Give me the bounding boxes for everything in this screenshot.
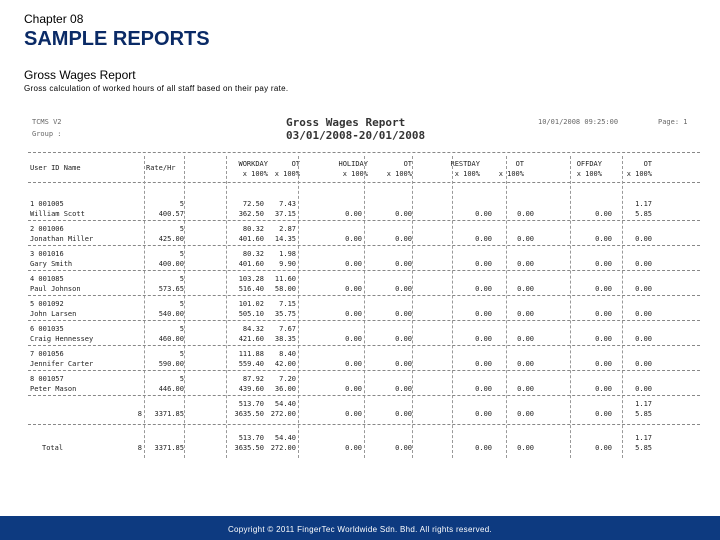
offday-amount: 0.00 bbox=[595, 335, 612, 343]
group-total-holiday-amount: 0.00 bbox=[345, 410, 362, 418]
employee-rate: 425.00 bbox=[158, 235, 184, 243]
restday-amount: 0.00 bbox=[475, 360, 492, 368]
column-header-percent: x 100% bbox=[454, 170, 480, 178]
grand-total-ot-hours: 54.40 bbox=[274, 434, 296, 442]
column-header-percent: x 100% bbox=[386, 170, 412, 178]
group-total-rate: 3371.85 bbox=[154, 410, 184, 418]
employee-id: 5 001092 bbox=[30, 300, 64, 308]
holiday-amount: 0.00 bbox=[345, 235, 362, 243]
workday-ot-amount: 38.35 bbox=[274, 335, 296, 343]
column-header-percent: x 100% bbox=[274, 170, 300, 178]
workday-ot-hours: 7.20 bbox=[279, 375, 296, 383]
restday-ot-amount: 0.00 bbox=[517, 235, 534, 243]
restday-ot-amount: 0.00 bbox=[517, 210, 534, 218]
offday-ot-amount: 0.00 bbox=[635, 260, 652, 268]
report-description: Gross calculation of worked hours of all staff based on their pay rate. bbox=[24, 84, 289, 93]
row-separator bbox=[28, 245, 700, 246]
column-divider bbox=[364, 156, 365, 458]
row-separator bbox=[28, 370, 700, 371]
grand-total-restday-amount: 0.00 bbox=[475, 444, 492, 452]
workday-ot-amount: 42.00 bbox=[274, 360, 296, 368]
offday-ot-amount: 0.00 bbox=[635, 285, 652, 293]
employee-name: Gary Smith bbox=[30, 260, 73, 268]
group-total-workday-amount: 3635.50 bbox=[234, 410, 264, 418]
page-title: SAMPLE REPORTS bbox=[24, 28, 210, 50]
group-total-rule bbox=[28, 424, 700, 425]
holiday-amount: 0.00 bbox=[345, 285, 362, 293]
rate-count: 5 bbox=[179, 375, 184, 383]
employee-id: 6 001035 bbox=[30, 325, 64, 333]
workday-amount: 362.50 bbox=[238, 210, 264, 218]
workday-amount: 421.60 bbox=[238, 335, 264, 343]
restday-ot-amount: 0.00 bbox=[517, 260, 534, 268]
workday-ot-hours: 7.15 bbox=[279, 300, 296, 308]
workday-ot-hours: 1.98 bbox=[279, 250, 296, 258]
column-divider bbox=[144, 156, 145, 458]
group-total-workday-hours: 513.70 bbox=[238, 400, 264, 408]
offday-amount: 0.00 bbox=[595, 235, 612, 243]
offday-ot-amount: 0.00 bbox=[635, 335, 652, 343]
column-header-user: User ID Name bbox=[30, 164, 81, 172]
holiday-amount: 0.00 bbox=[345, 260, 362, 268]
restday-amount: 0.00 bbox=[475, 335, 492, 343]
workday-ot-hours: 8.40 bbox=[279, 350, 296, 358]
holiday-ot-amount: 0.00 bbox=[395, 385, 412, 393]
workday-ot-hours: 7.67 bbox=[279, 325, 296, 333]
holiday-amount: 0.00 bbox=[345, 310, 362, 318]
workday-amount: 559.40 bbox=[238, 360, 264, 368]
holiday-ot-amount: 0.00 bbox=[395, 335, 412, 343]
workday-ot-amount: 58.00 bbox=[274, 285, 296, 293]
offday-amount: 0.00 bbox=[595, 260, 612, 268]
grand-total-rate: 3371.85 bbox=[154, 444, 184, 452]
row-separator bbox=[28, 395, 700, 396]
holiday-amount: 0.00 bbox=[345, 385, 362, 393]
employee-id: 1 001005 bbox=[30, 200, 64, 208]
report-date-range: 03/01/2008-20/01/2008 bbox=[286, 129, 426, 142]
rate-count: 5 bbox=[179, 275, 184, 283]
row-separator bbox=[28, 320, 700, 321]
group-total-restday-amount: 0.00 bbox=[475, 410, 492, 418]
grand-total-holiday-amount: 0.00 bbox=[345, 444, 362, 452]
restday-ot-amount: 0.00 bbox=[517, 360, 534, 368]
copyright-footer bbox=[0, 516, 720, 540]
grand-total-holiday-ot-amount: 0.00 bbox=[395, 444, 412, 452]
employee-id: 7 001056 bbox=[30, 350, 64, 358]
offday-ot-amount: 0.00 bbox=[635, 360, 652, 368]
holiday-ot-amount: 0.00 bbox=[395, 235, 412, 243]
workday-amount: 505.10 bbox=[238, 310, 264, 318]
grand-total-offday-ot-hours: 1.17 bbox=[635, 434, 652, 442]
holiday-ot-amount: 0.00 bbox=[395, 360, 412, 368]
column-divider bbox=[412, 156, 413, 458]
rate-count: 5 bbox=[179, 325, 184, 333]
employee-name: William Scott bbox=[30, 210, 85, 218]
report-company: TCMS V2 bbox=[32, 118, 62, 126]
employee-rate: 400.00 bbox=[158, 260, 184, 268]
offday-ot-amount: 5.85 bbox=[635, 210, 652, 218]
offday-amount: 0.00 bbox=[595, 310, 612, 318]
group-total-offday-ot-amount: 5.85 bbox=[635, 410, 652, 418]
workday-hours: 111.88 bbox=[238, 350, 264, 358]
grand-total-count: 8 bbox=[137, 444, 142, 452]
employee-name: Jonathan Miller bbox=[30, 235, 94, 243]
offday-amount: 0.00 bbox=[595, 210, 612, 218]
group-total-ot-hours: 54.40 bbox=[274, 400, 296, 408]
group-total-offday-ot-hours: 1.17 bbox=[635, 400, 652, 408]
row-separator bbox=[28, 270, 700, 271]
holiday-ot-amount: 0.00 bbox=[395, 210, 412, 218]
workday-ot-amount: 35.75 bbox=[274, 310, 296, 318]
restday-amount: 0.00 bbox=[475, 310, 492, 318]
offday-amount: 0.00 bbox=[595, 360, 612, 368]
column-header-group: OT bbox=[291, 160, 300, 168]
employee-rate: 446.00 bbox=[158, 385, 184, 393]
holiday-ot-amount: 0.00 bbox=[395, 260, 412, 268]
workday-ot-amount: 9.90 bbox=[279, 260, 296, 268]
row-separator bbox=[28, 345, 700, 346]
group-total-count: 8 bbox=[137, 410, 142, 418]
employee-id: 2 001006 bbox=[30, 225, 64, 233]
workday-hours: 87.92 bbox=[242, 375, 264, 383]
grand-total-ot-amount: 272.00 bbox=[270, 444, 296, 452]
workday-hours: 80.32 bbox=[242, 250, 264, 258]
employee-rate: 573.65 bbox=[158, 285, 184, 293]
holiday-ot-amount: 0.00 bbox=[395, 310, 412, 318]
holiday-ot-amount: 0.00 bbox=[395, 285, 412, 293]
employee-id: 8 001057 bbox=[30, 375, 64, 383]
workday-ot-hours: 7.43 bbox=[279, 200, 296, 208]
offday-ot-amount: 0.00 bbox=[635, 310, 652, 318]
restday-amount: 0.00 bbox=[475, 285, 492, 293]
column-header-percent: x 100% bbox=[626, 170, 652, 178]
workday-amount: 516.40 bbox=[238, 285, 264, 293]
workday-ot-hours: 11.60 bbox=[274, 275, 296, 283]
column-header-percent: x 100% bbox=[498, 170, 524, 178]
restday-amount: 0.00 bbox=[475, 210, 492, 218]
rate-count: 5 bbox=[179, 350, 184, 358]
employee-rate: 540.00 bbox=[158, 310, 184, 318]
employee-id: 3 001016 bbox=[30, 250, 64, 258]
workday-amount: 401.60 bbox=[238, 260, 264, 268]
row-separator bbox=[28, 220, 700, 221]
column-header-group: HOLIDAY bbox=[338, 160, 368, 168]
employee-id: 4 001085 bbox=[30, 275, 64, 283]
workday-amount: 439.60 bbox=[238, 385, 264, 393]
column-header-rate: Rate/Hr bbox=[146, 164, 176, 172]
workday-ot-amount: 14.35 bbox=[274, 235, 296, 243]
grand-total-label: Total bbox=[42, 444, 64, 452]
restday-amount: 0.00 bbox=[475, 260, 492, 268]
workday-hours: 72.50 bbox=[242, 200, 264, 208]
employee-rate: 460.00 bbox=[158, 335, 184, 343]
rate-count: 5 bbox=[179, 200, 184, 208]
column-header-group: OT bbox=[643, 160, 652, 168]
column-divider bbox=[226, 156, 227, 458]
column-header-group: OFFDAY bbox=[576, 160, 602, 168]
row-separator bbox=[28, 295, 700, 296]
employee-rate: 400.57 bbox=[158, 210, 184, 218]
column-divider bbox=[298, 156, 299, 458]
workday-hours: 103.28 bbox=[238, 275, 264, 283]
offday-amount: 0.00 bbox=[595, 285, 612, 293]
report-print-date: 10/01/2008 09:25:00 bbox=[538, 118, 619, 126]
report-title: Gross Wages Report bbox=[286, 116, 406, 129]
grand-total-workday-amount: 3635.50 bbox=[234, 444, 264, 452]
employee-name: Paul Johnson bbox=[30, 285, 81, 293]
workday-hours: 84.32 bbox=[242, 325, 264, 333]
group-total-offday-amount: 0.00 bbox=[595, 410, 612, 418]
employee-name: John Larsen bbox=[30, 310, 77, 318]
group-total-restday-ot-amount: 0.00 bbox=[517, 410, 534, 418]
workday-amount: 401.60 bbox=[238, 235, 264, 243]
column-header-group: OT bbox=[515, 160, 524, 168]
restday-ot-amount: 0.00 bbox=[517, 335, 534, 343]
offday-amount: 0.00 bbox=[595, 385, 612, 393]
restday-amount: 0.00 bbox=[475, 385, 492, 393]
grand-total-offday-amount: 0.00 bbox=[595, 444, 612, 452]
restday-ot-amount: 0.00 bbox=[517, 285, 534, 293]
offday-ot-hours: 1.17 bbox=[635, 200, 652, 208]
column-header-percent: x 100% bbox=[576, 170, 602, 178]
holiday-amount: 0.00 bbox=[345, 360, 362, 368]
offday-ot-amount: 0.00 bbox=[635, 385, 652, 393]
grand-total-restday-ot-amount: 0.00 bbox=[517, 444, 534, 452]
workday-ot-amount: 37.15 bbox=[274, 210, 296, 218]
holiday-amount: 0.00 bbox=[345, 335, 362, 343]
employee-name: Craig Hennessey bbox=[30, 335, 94, 343]
column-header-group: RESTDAY bbox=[450, 160, 480, 168]
grand-total-workday-hours: 513.70 bbox=[238, 434, 264, 442]
group-total-holiday-ot-amount: 0.00 bbox=[395, 410, 412, 418]
workday-ot-hours: 2.87 bbox=[279, 225, 296, 233]
column-header-group: OT bbox=[403, 160, 412, 168]
workday-hours: 101.02 bbox=[238, 300, 264, 308]
grand-total-offday-ot-amount: 5.85 bbox=[635, 444, 652, 452]
holiday-amount: 0.00 bbox=[345, 210, 362, 218]
header-top-rule bbox=[28, 152, 700, 153]
report-heading: Gross Wages Report bbox=[24, 68, 136, 82]
employee-name: Jennifer Carter bbox=[30, 360, 94, 368]
report-printout bbox=[28, 112, 700, 462]
report-page-number: Page: 1 bbox=[658, 118, 688, 126]
rate-count: 5 bbox=[179, 300, 184, 308]
column-header-group: WORKDAY bbox=[238, 160, 268, 168]
column-header-percent: x 100% bbox=[242, 170, 268, 178]
offday-ot-amount: 0.00 bbox=[635, 235, 652, 243]
copyright-text: Copyright © 2011 FingerTec Worldwide Sdn. Bhd. All rights reserved. bbox=[227, 525, 493, 534]
restday-ot-amount: 0.00 bbox=[517, 310, 534, 318]
employee-rate: 590.00 bbox=[158, 360, 184, 368]
report-group: Group : bbox=[32, 130, 62, 138]
chapter-label: Chapter 08 bbox=[24, 12, 84, 26]
workday-hours: 80.32 bbox=[242, 225, 264, 233]
workday-ot-amount: 36.00 bbox=[274, 385, 296, 393]
rate-count: 5 bbox=[179, 225, 184, 233]
employee-name: Peter Mason bbox=[30, 385, 77, 393]
column-header-percent: x 100% bbox=[342, 170, 368, 178]
restday-ot-amount: 0.00 bbox=[517, 385, 534, 393]
restday-amount: 0.00 bbox=[475, 235, 492, 243]
group-total-ot-amount: 272.00 bbox=[270, 410, 296, 418]
rate-count: 5 bbox=[179, 250, 184, 258]
column-divider bbox=[184, 156, 185, 458]
